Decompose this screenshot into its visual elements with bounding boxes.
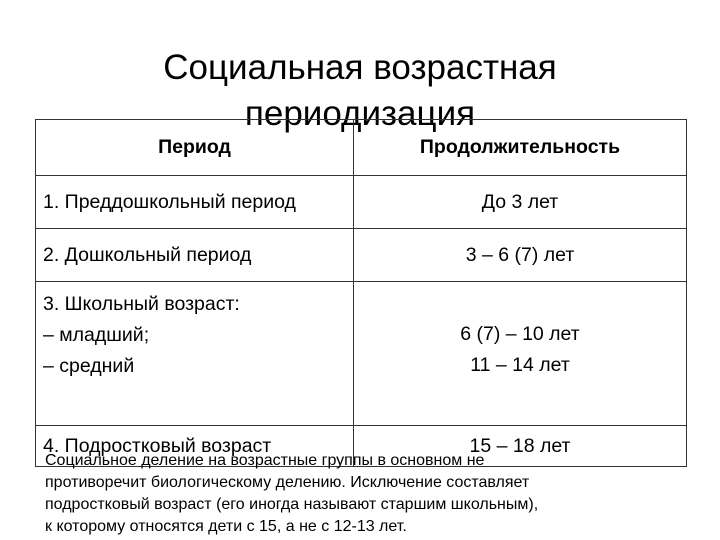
duration-junior: 6 (7) – 10 лет [460,323,580,345]
title-line-1: Социальная возрастная [163,48,557,88]
duration-cell [354,229,687,282]
duration-text: 3 – 6 (7) лет [465,243,575,266]
period-table [35,119,687,467]
table-row [36,229,687,282]
period-text: 3. Школьный возраст: [43,293,240,315]
table-row [36,282,687,426]
duration-cell [354,176,687,229]
period-cell [36,229,354,282]
header-period: Период [36,120,354,176]
note-line: противоречит биологическому делению. Исключение составляет [45,474,530,491]
period-subitem-middle: – средний [43,355,135,377]
duration-text: 15 – 18 лет [469,434,571,457]
period-text: 1. Преддошкольный период [43,190,296,213]
table-row [36,176,687,229]
note-line: к которому относятся дети с 15, а не с 12-13 лет. [45,518,407,535]
period-subitem-junior: – младший; [43,324,150,346]
header-duration: Продолжительность [354,120,687,176]
title-line-2: периодизация [244,94,476,134]
duration-cell [354,282,687,426]
note-line: Социальное деление на возрастные группы в основном не [45,452,485,469]
duration-text: До 3 лет [481,190,559,213]
period-text: 2. Дошкольный период [43,243,252,266]
period-cell [36,176,354,229]
note-line: подростковый возраст (его иногда называют старшим школьным), [45,496,539,513]
duration-middle: 11 – 14 лет [470,354,570,376]
explanatory-note [45,450,695,538]
period-cell [36,282,354,426]
period-text: 4. Подростковый возраст [43,434,272,457]
table-header-row [36,120,687,176]
